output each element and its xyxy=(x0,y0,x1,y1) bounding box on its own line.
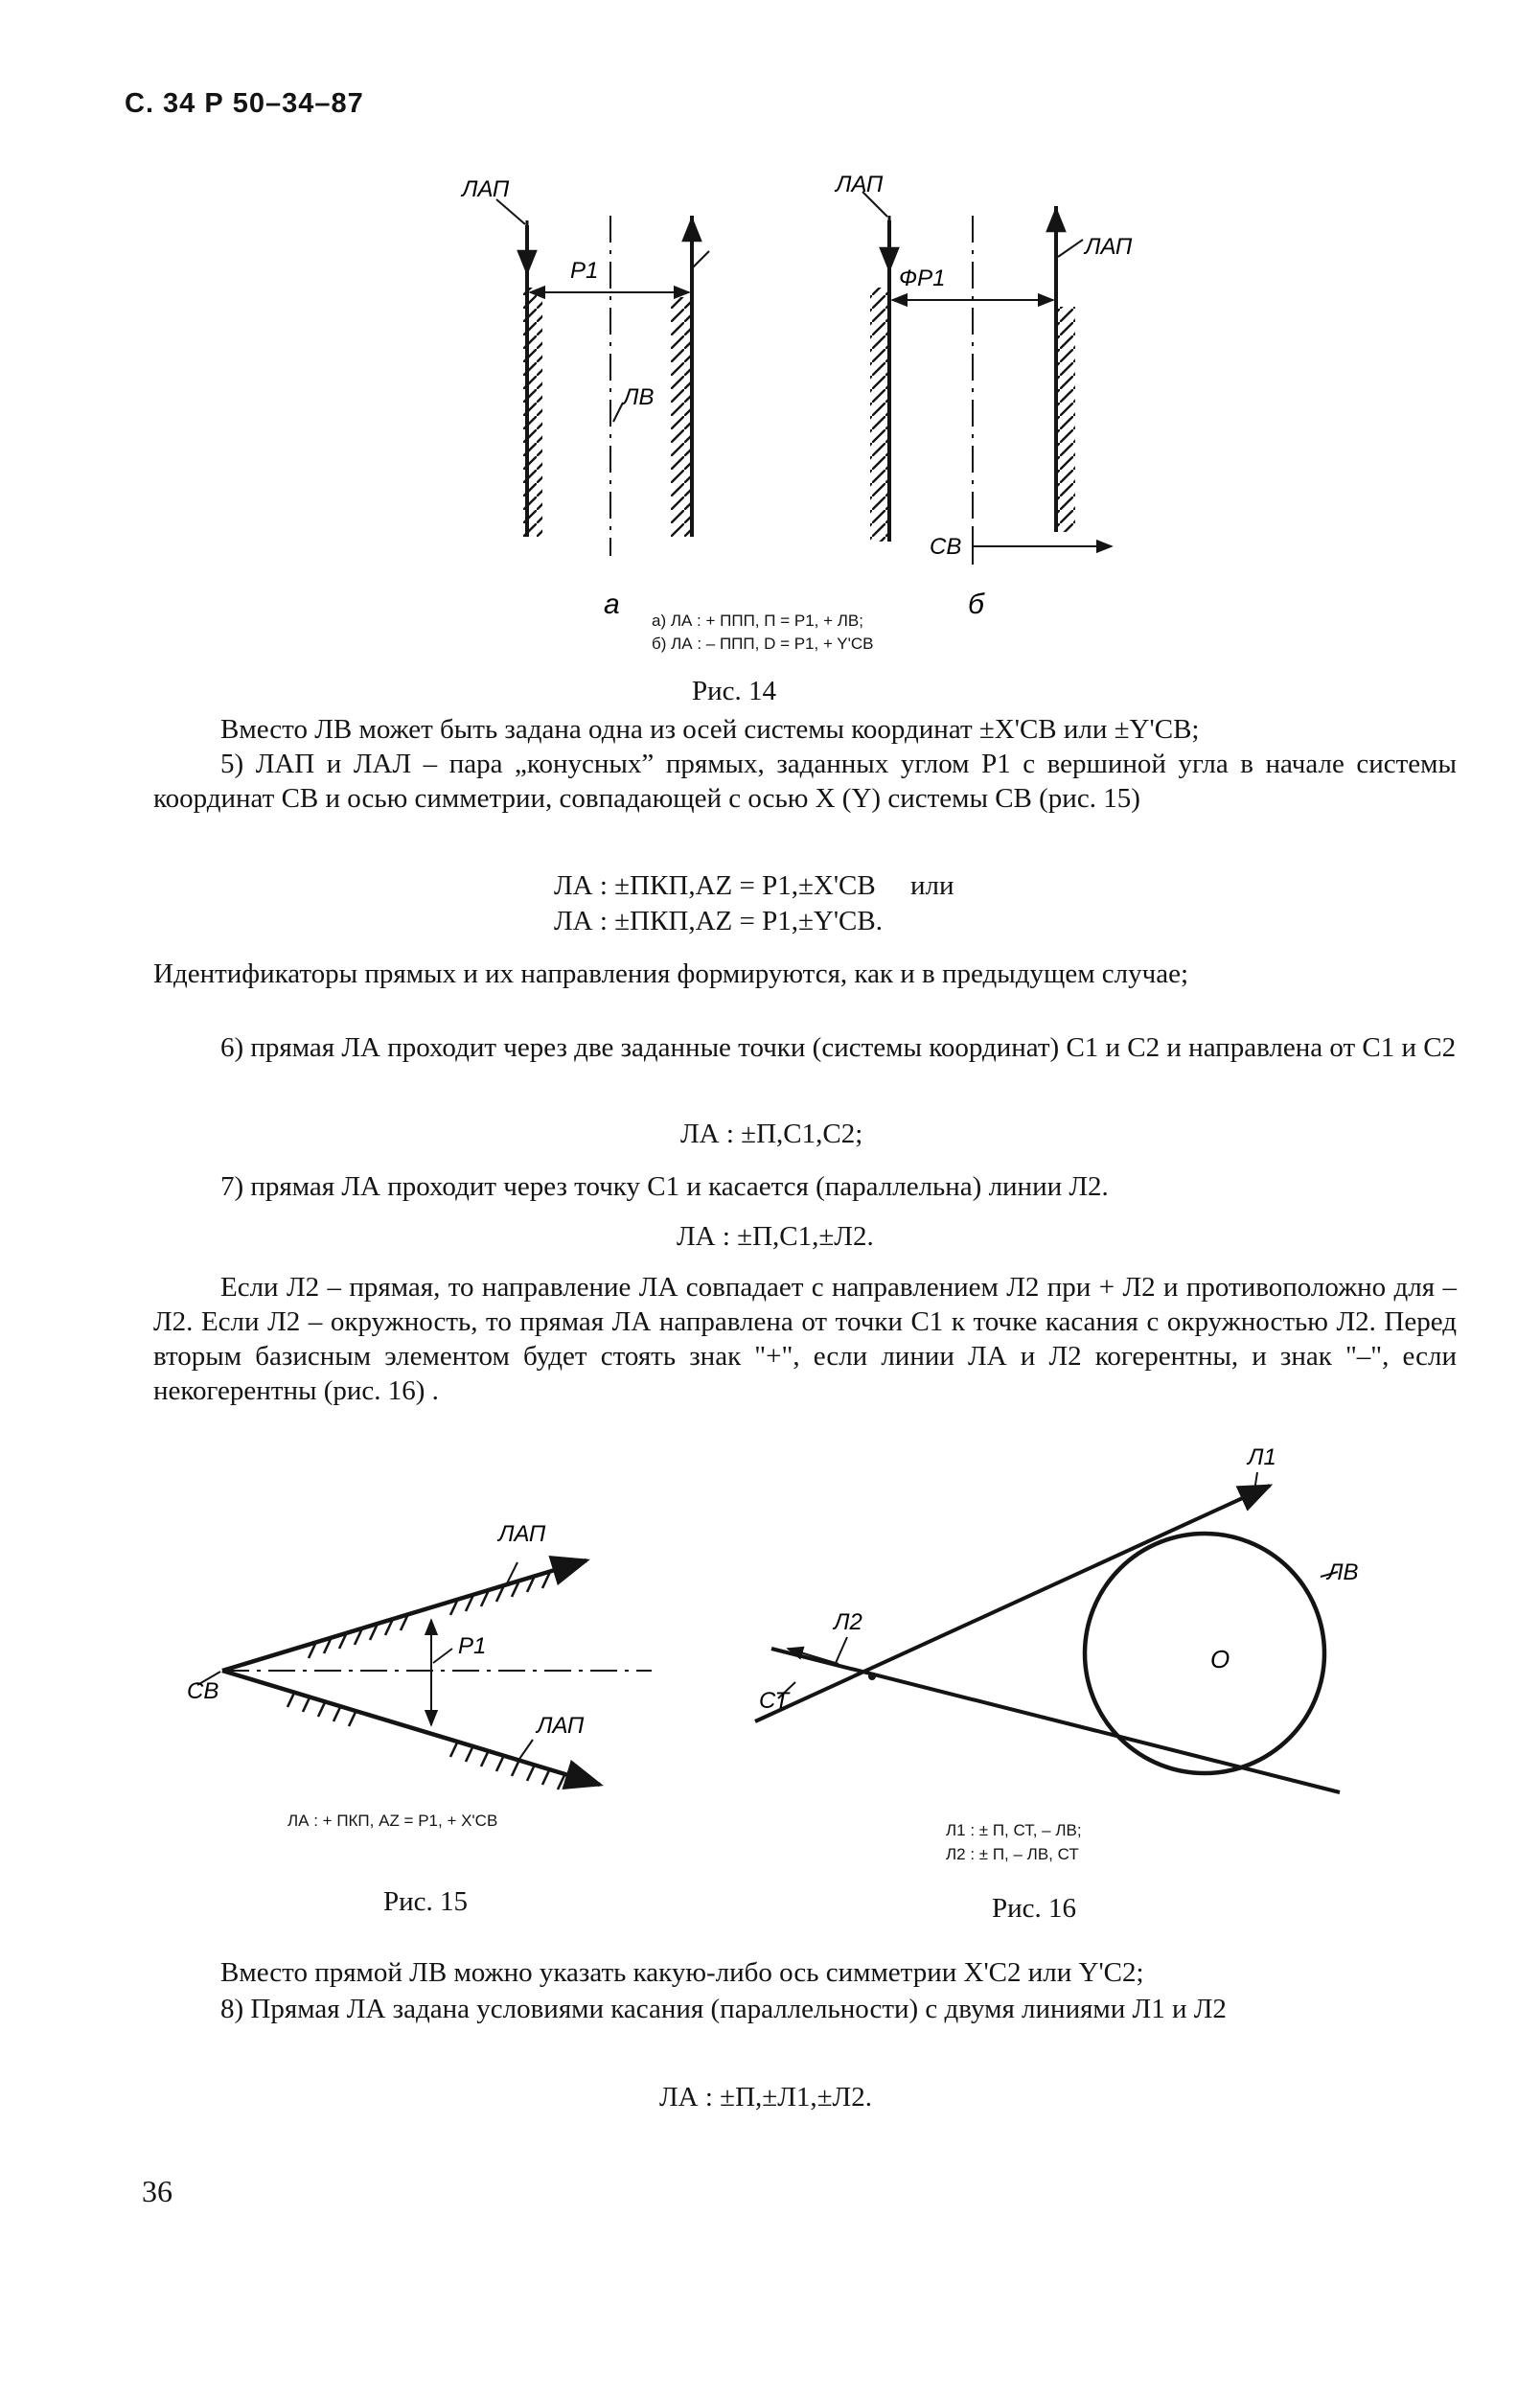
fig14-b-p1-label: ФP1 xyxy=(899,265,946,291)
paragraph-item-5: 5) ЛАП и ЛАЛ – пара „конусных” прямых, заданных углом P1 с вершиной угла в начале системы координат СВ и осью симметрии, совпадающей с осью X (Y) системы СВ (рис. 15) xyxy=(153,749,1457,814)
formula-3: ЛА : ±П,С1,±Л2. xyxy=(677,1221,874,1252)
paragraph-item-6: 6) прямая ЛА проходит через две заданные точки (системы координат) С1 и С2 и направлена от С1 и С2 xyxy=(220,1032,1457,1063)
fig15-p1-label: P1 xyxy=(458,1633,487,1659)
fig15-sv-label: СВ xyxy=(187,1678,219,1704)
paragraph-item-7: 7) прямая ЛА проходит через точку С1 и касается (параллельна) линии Л2. xyxy=(220,1171,1109,1202)
fig15-lap-bottom-label: ЛАП xyxy=(537,1713,585,1739)
paragraph-axis-note: Вместо ЛВ может быть задана одна из осей системы координат ±X'СВ или ±Y'СВ; xyxy=(220,714,1200,745)
fig16-caption: Рис. 16 xyxy=(992,1893,1077,1924)
fig16-l2-label: Л2 xyxy=(834,1609,862,1635)
paragraph-item-8: 8) Прямая ЛА задана условиями касания (параллельности) с двумя линиями Л1 и Л2 xyxy=(220,1994,1227,2024)
formula-2: ЛА : ±П,С1,С2; xyxy=(680,1119,863,1149)
formula-4: ЛА : ±П,±Л1,±Л2. xyxy=(659,2082,872,2112)
paragraph-symmetry-axis: Вместо прямой ЛВ можно указать какую-либо ось симметрии X'С2 или Y'С2; xyxy=(220,1957,1144,1988)
fig16-st-label: СТ xyxy=(759,1688,790,1714)
fig16-note-1: Л1 : ± П, СТ, – ЛВ; xyxy=(946,1821,1082,1839)
fig14-b-lap-top-label: ЛАП xyxy=(836,172,884,197)
fig15-note: ЛА : + ПКП, AZ = P1, + X'СВ xyxy=(287,1812,498,1830)
fig16-o-label: О xyxy=(1210,1645,1230,1674)
fig14-note-b: б) ЛА : – ППП, D = P1, + Y'СВ xyxy=(652,635,874,653)
fig15-lap-top-label: ЛАП xyxy=(498,1521,546,1547)
fig15-caption: Рис. 15 xyxy=(383,1886,469,1917)
figure-14 xyxy=(0,0,1540,671)
fig14-b-sub-label: б xyxy=(968,589,984,620)
fig14-note-a: а) ЛА : + ППП, П = P1, + ЛВ; xyxy=(652,612,863,630)
paragraph-l2-direction: Если Л2 – прямая, то направление ЛА совпадает с направлением Л2 при + Л2 и противоположно для – Л2. Если Л2 – окружность, то прямая ЛА направлена от точки С1 к точке касания с окружностью Л2. Перед вторым базисным элементом будет стоять знак "+", если линии ЛА и Л2 когерентны, и знак "–", если некогерентны (рис. 16) . xyxy=(153,1272,1457,1406)
fig16-lv-label: ЛВ xyxy=(1327,1559,1359,1585)
fig14-a-lap-label: ЛАП xyxy=(462,176,510,202)
fig14-a-lv-label: ЛВ xyxy=(623,384,655,410)
fig16-note-2: Л2 : ± П, – ЛВ, СТ xyxy=(946,1845,1079,1863)
fig14-panel-a xyxy=(496,199,709,556)
page-number: 36 xyxy=(142,2174,172,2208)
fig16-l1-label: Л1 xyxy=(1248,1444,1276,1470)
fig14-caption: Рис. 14 xyxy=(692,676,777,706)
formula-1-line-1: ЛА : ±ПКП,AZ = P1,±X'СВ или xyxy=(554,870,954,901)
fig14-b-lap-right-label: ЛАП xyxy=(1085,234,1133,260)
paragraph-identifiers: Идентификаторы прямых и их направления формируются, как и в предыдущем случае; xyxy=(153,958,1189,989)
fig14-a-p1-label: P1 xyxy=(570,258,599,284)
fig14-panel-b xyxy=(862,192,1112,566)
formula-1-line-2: ЛА : ±ПКП,AZ = P1,±Y'СВ. xyxy=(554,906,883,936)
fig14-b-sv-label: СВ xyxy=(930,534,962,560)
fig14-a-sub-label: а xyxy=(604,589,620,620)
figure-16-labels xyxy=(747,1428,1476,1888)
page-header: С. 34 Р 50–34–87 xyxy=(125,88,364,119)
